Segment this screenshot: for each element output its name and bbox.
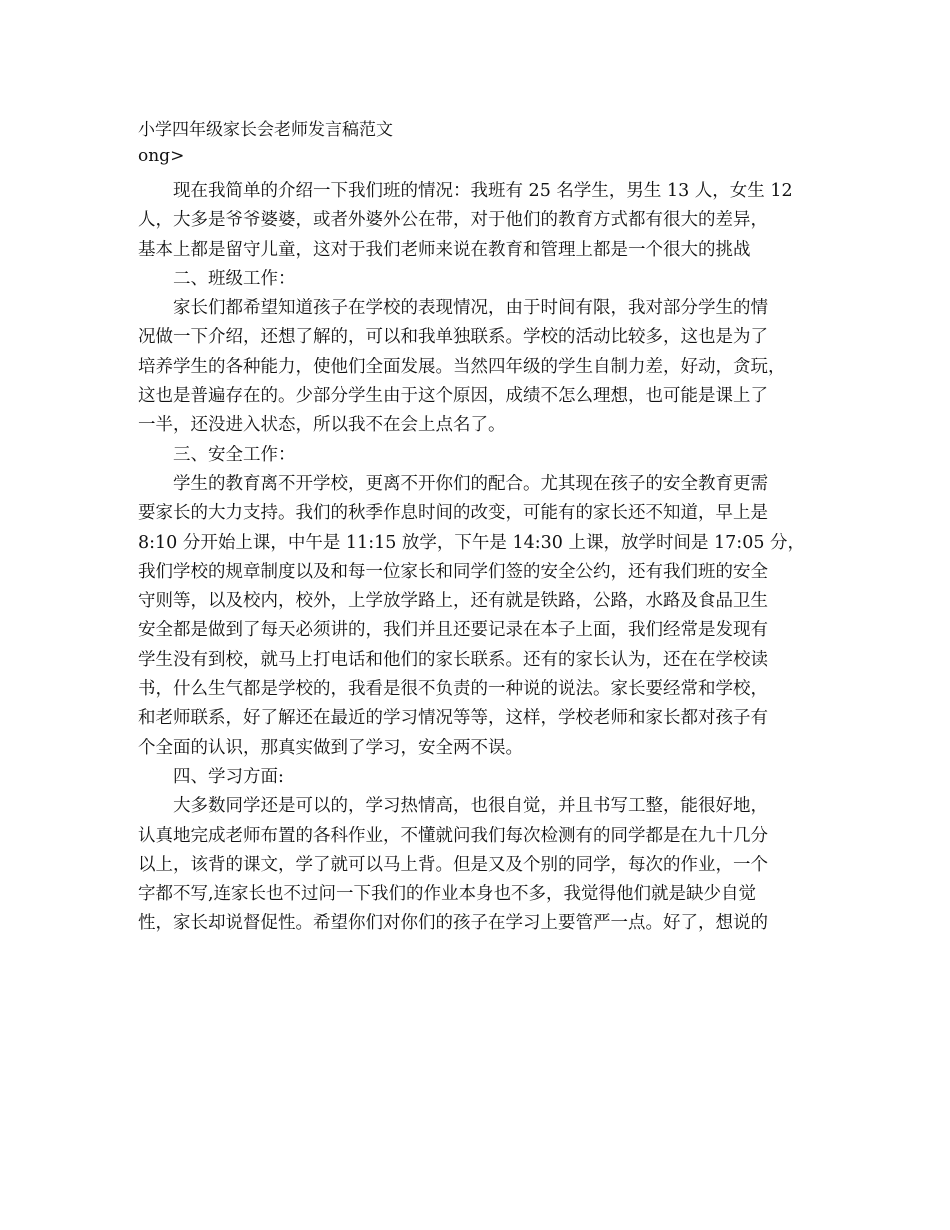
paragraph-line: 培养学生的各种能力，使他们全面发展。当然四年级的学生自制力差，好动，贪玩，: [138, 356, 786, 377]
document-page: [138, 117, 828, 939]
paragraph-line: 家长们都希望知道孩子在学校的表现情况，由于时间有限，我对部分学生的情: [138, 298, 768, 319]
paragraph-line: 一半，还没进入状态，所以我不在会上点名了。: [138, 415, 506, 436]
paragraph-line: 守则等，以及校内，校外，上学放学路上，还有就是铁路，公路，水路及食品卫生: [138, 591, 768, 612]
paragraph-line: 要家长的大力支持。我们的秋季作息时间的改变，可能有的家长还不知道，早上是: [138, 503, 768, 524]
paragraph-line: 个全面的认识，那真实做到了学习，安全两不误。: [138, 737, 523, 758]
paragraph-line: 现在我简单的介绍一下我们班的情况：我班有 25 名学生，男生 13 人，女生 12: [138, 181, 793, 201]
section-heading: 三、安全工作：: [173, 444, 296, 465]
paragraph-line: 认真地完成老师布置的各科作业，不懂就问我们每次检测有的同学都是在九十几分: [138, 825, 768, 846]
paragraph-line: 这也是普遍存在的。少部分学生由于这个原因，成绩不怎么理想，也可能是课上了: [138, 386, 768, 407]
paragraph-line: 大多数同学还是可以的，学习热情高，也很自觉，并且书写工整，能很好地，: [138, 796, 768, 817]
document-title: 小学四年级家长会老师发言稿范文: [138, 120, 393, 140]
paragraph-line: 基本上都是留守儿童，这对于我们老师来说在教育和管理上都是一个很大的挑战: [138, 239, 751, 260]
section-heading: 四、学习方面:: [173, 766, 284, 787]
paragraph: [138, 470, 828, 763]
paragraph-line: 以上，该背的课文，学了就可以马上背。但是又及个别的同学，每次的作业，一个: [138, 854, 768, 875]
paragraph-line: 8:10 分开始上课，中午是 11:15 放学，下午是 14:30 上课，放学时间是 17:05 分，: [138, 532, 806, 553]
paragraph: [138, 792, 828, 938]
paragraph: [138, 177, 828, 265]
document-body: [138, 177, 828, 939]
paragraph-line: 安全都是做到了每天必须讲的，我们并且还要记录在本子上面，我们经常是发现有: [138, 620, 768, 641]
paragraph-line: 我们学校的规章制度以及和每一位家长和同学们签的安全公约，还有我们班的安全: [138, 561, 768, 582]
section-heading: 二、班级工作：: [173, 268, 296, 289]
paragraph-line: 人，大多是爷爷婆婆，或者外婆外公在带，对于他们的教育方式都有很大的差异，: [138, 210, 768, 231]
paragraph-line: 学生没有到校，就马上打电话和他们的家长联系。还有的家长认为，还在在学校读: [138, 649, 768, 670]
paragraph-line: 字都不写,连家长也不过问一下我们的作业本身也不多，我觉得他们就是缺少自觉: [138, 884, 757, 905]
paragraph-line: 况做一下介绍，还想了解的，可以和我单独联系。学校的活动比较多，这也是为了: [138, 327, 768, 348]
paragraph-line: 和老师联系，好了解还在最近的学习情况等等，这样，学校老师和家长都对孩子有: [138, 708, 768, 729]
paragraph-line: 书，什么生气都是学校的，我看是很不负责的一种说的说法。家长要经常和学校，: [138, 679, 768, 700]
paragraph-line: 学生的教育离不开学校，更离不开你们的配合。尤其现在孩子的安全教育更需: [138, 473, 768, 494]
document-subtitle: ong>: [138, 146, 185, 166]
paragraph: [138, 294, 828, 440]
paragraph-line: 性，家长却说督促性。希望你们对你们的孩子在学习上要管严一点。好了，想说的: [138, 913, 768, 934]
